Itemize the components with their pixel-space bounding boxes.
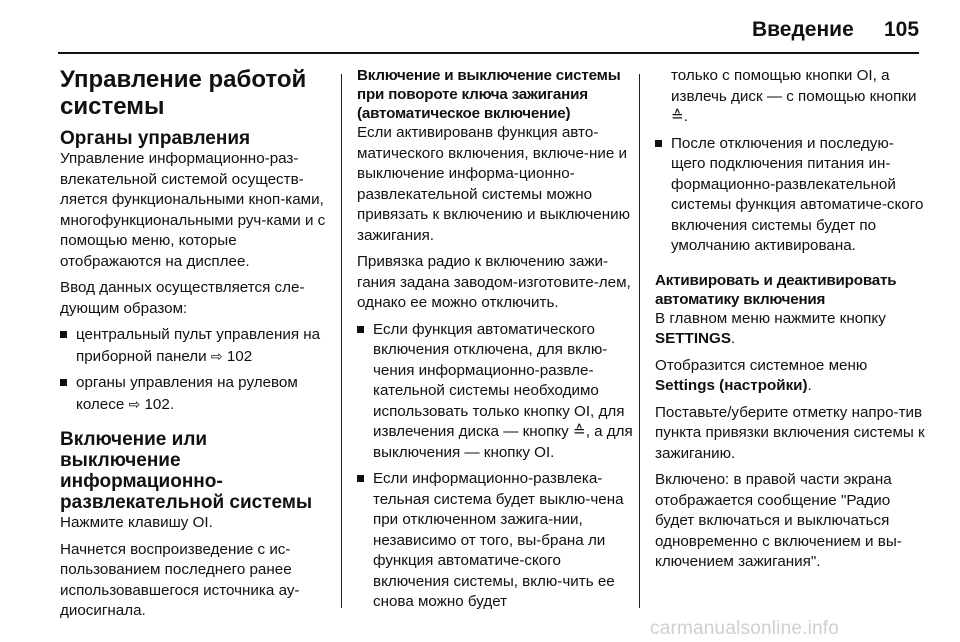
section-title: Введение [752, 18, 854, 41]
controls-heading: Органы управления [60, 128, 251, 149]
list-item [655, 134, 927, 257]
list-item-text: После отключения и последую-щего подключения питания ин-формационно-развлекательной системы функция автоматиче-ского включения системы будет по умолчанию активирована. [671, 134, 924, 254]
list-item-text: органы управления на рулевом колесе [76, 374, 298, 413]
settings-suffix: . [730, 330, 736, 347]
list-item [357, 320, 633, 464]
auto-on-paragraph: Если активированв функция авто-матического включения, включе-ние и выключение информа-ционно-развлекательной системы можно привязать к включению и выключению зажигания. [357, 124, 630, 244]
list-item-text: Если функция автоматического включения отключена, для вклю-чения информационно-развле-кательной системы необходимо использовать только кнопку OI, для извлечения диска — кнопку ≙, а для выключения — кнопку OI. [373, 320, 633, 461]
power-instruction: Нажмите клавишу OI. [60, 514, 213, 531]
page-reference-arrow-icon: ⇨ [128, 395, 141, 412]
column-divider [341, 74, 342, 608]
page-reference-link[interactable]: 102. [144, 395, 175, 413]
settings-menu-label: Settings (настройки) [655, 377, 808, 394]
header-rule [58, 52, 919, 54]
binding-paragraph: Привязка радио к включению зажи-гания задана заводом-изготовите-лем, однако ее можно отключить. [357, 253, 631, 311]
power-heading-line-3: развлекательной системы [60, 492, 313, 513]
watermark: carmanualsonline.info [650, 618, 840, 639]
controls-paragraph: Управление информационно-раз-влекательной системой осуществ-ляется функциональными кноп-ками, многофункциональными руч-ками и с помощью меню, которые отображаются на дисплее. [60, 150, 326, 270]
list-item-text: центральный пульт управления на приборной панели [76, 326, 321, 365]
activate-heading-line-1: Активировать и деактивировать [655, 271, 897, 289]
power-heading-line-2: информационно- [60, 471, 223, 492]
main-heading-line-1: Управление работой [60, 66, 307, 93]
activate-heading-line-2: автоматику включения [655, 290, 826, 308]
list-item-text: только с помощью кнопки OI, а извлечь диск — с помощью кнопки ≙. [671, 67, 917, 125]
input-paragraph: Ввод данных осуществляется сле-дующим образом: [60, 279, 305, 317]
auto-on-heading [357, 66, 633, 123]
power-heading [60, 429, 332, 513]
list-item [357, 469, 633, 613]
system-menu-text: Отобразится системное меню [655, 356, 868, 374]
bullet-square-icon [60, 331, 67, 338]
column-1 [60, 66, 332, 628]
list-item [60, 325, 332, 367]
page-reference-arrow-icon: ⇨ [210, 347, 223, 364]
settings-paragraph [655, 309, 927, 350]
system-menu-suffix: . [807, 377, 812, 394]
power-heading-line-1: Включение или выключение [60, 429, 208, 471]
enabled-paragraph: Включено: в правой части экрана отображается сообщение "Радио будет включаться и выключаться одновременно с включением и вы-ключением зажигания". [655, 471, 902, 570]
bullet-square-icon [655, 140, 662, 147]
bullet-square-icon [60, 379, 67, 386]
main-heading-line-2: системы [60, 93, 165, 120]
auto-on-heading-line-1: Включение и выключение системы [357, 67, 621, 84]
auto-on-heading-line-2: при повороте ключа зажигания [357, 86, 588, 103]
column-2 [357, 66, 633, 619]
bullet-square-icon [357, 326, 364, 333]
main-heading [60, 66, 332, 120]
settings-text: В главном меню нажмите кнопку [655, 309, 886, 327]
checkbox-paragraph: Поставьте/уберите отметку напро-тив пункта привязки включения системы к зажиганию. [655, 403, 925, 462]
settings-button-label: SETTINGS [655, 330, 731, 347]
list-item-text: Если информационно-развлека-тельная система будет выклю-чена при отключенном зажига-нии, независимо от того, вы-брана ли функция автоматиче-ского включения системы, вклю-чить ее снова можно будет [373, 470, 624, 610]
column-divider [639, 74, 640, 608]
page-number: 105 [884, 18, 920, 41]
column-3 [655, 66, 927, 579]
page-reference-link[interactable]: 102 [226, 347, 253, 365]
list-item [60, 373, 332, 415]
page-header [0, 0, 960, 52]
auto-on-heading-line-3: (автоматическое включение) [357, 105, 571, 122]
power-paragraph: Начнется воспроизведение с ис-пользованием последнего ранее использовавшегося источника ау-диосигнала. [60, 540, 300, 619]
bullet-square-icon [357, 475, 364, 482]
list-item-continuation [655, 66, 927, 128]
activate-heading [655, 271, 927, 309]
system-menu-paragraph [655, 356, 927, 397]
